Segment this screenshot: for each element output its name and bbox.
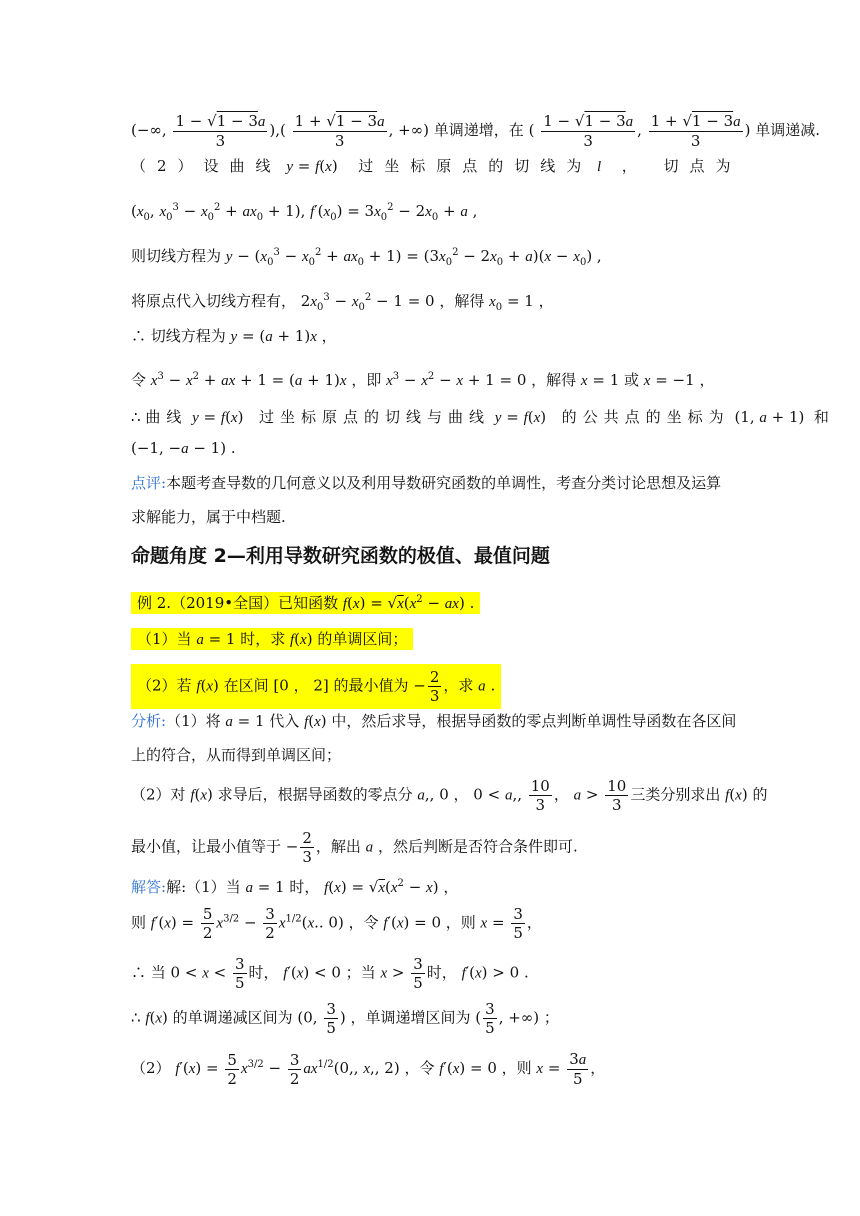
solution-line-3: ($x_0$, $x_0^3 - x_0^2 + ax_0 + 1$), $f'(x_0) = 3x_0^2 - 2x_0 + a$ , <box>131 202 478 223</box>
comment-line-2 <box>131 506 286 528</box>
solution-line-7: 令 $x^3 - x^2$ + ax + 1 = (a + 1)x ，即 $x^3 - x^2 - x + 1 = 0$ ，解得 x = 1 或 x = −1 ， <box>131 371 715 389</box>
section-heading: 命题角度 2—利用导数研究函数的极值、最值问题 <box>131 545 550 567</box>
solution-line-6: ∴ 切线方程为 y = (a + 1)x ， <box>131 327 337 345</box>
analysis-line-1: 分析:（1）将 a = 1 代入 f(x) 中，然后求导，根据导函数的零点判断单调性导函数在各区间 <box>131 712 737 730</box>
solution-line-2: （2）设曲线 y = f(x) 过坐标原点的切线为 l ， 切点为 <box>131 157 742 175</box>
analysis-line-2 <box>131 744 341 766</box>
example-part-2: （2）若 f(x) 在区间 [0 ， 2] 的最小值为 − $\frac{2}{3}$ ，求 a . <box>131 664 501 709</box>
example-part-1: （1）当 a = 1 时，求 f(x) 的单调区间； <box>131 628 413 651</box>
solution-line-5: 将原点代入切线方程有， $2x_0^3 - x_0^2 - 1 = 0$ ，解得 $x_0 = 1$ ， <box>131 292 554 313</box>
solution-line-9: (−1, −a − 1) . <box>131 439 236 457</box>
solution-part-line-1: 解答:解:（1）当 a = 1 时， $f(x) = √x(x^2 - x)$ ， <box>131 878 459 896</box>
solution-label: 解答: <box>131 878 167 896</box>
analysis-text-2: 上的符合，从而得到单调区间； <box>131 746 342 764</box>
solution-line-8: ∴ 曲线 y = f(x) 过坐标原点的切线与曲线 y = f(x) 的公共点的坐标为 (1, a + 1) 和 <box>131 408 829 426</box>
comment-label: 点评: <box>131 474 167 492</box>
solution-part-line-5: （2） f′(x) = $\frac{5}{2}$ $x^{3/2}$ − $\frac{3}{2}$ $ax^{1/2}(0$,, x,, 2) ，令 f′(x) = 0 ，则 x = $\frac{3a}{5}$ ， <box>131 1050 606 1088</box>
analysis-label: 分析: <box>131 712 167 730</box>
solution-line-4: 则切线方程为 $y - (x_0^3 - x_0^2 + ax_0 + 1) = (3x_0^2 - 2x_0 + a)(x - x_0)$ , <box>131 247 602 268</box>
solution-part-line-3: ∴ 当 0 < x < $\frac{3}{5}$ 时， f′(x) < 0 ；当 x > $\frac{3}{5}$ 时， f′(x) > 0 . <box>131 955 529 992</box>
example-title: 例 2.（2019•全国）已知函数 $f(x) = √x(x^2 - ax)$ . <box>131 589 480 615</box>
solution-line-1: (−∞, $\frac{1 - √1 - 3a}{3}$ ),( $\frac{1 + √1 - 3a}{3}$ , +∞) 单调递增，在 ( $\frac{1 - √1 - 3a}{3}$ , $\frac{1 + √1 - 3a}{3}$ ) 单调递减. <box>131 112 821 150</box>
comment-text-2: 求解能力，属于中档题. <box>131 508 286 526</box>
solution-part-line-2: 则 f′(x) = $\frac{5}{2}$ $x^{3/2}$ − $\frac{3}{2}$ $x^{1/2}(x$.. 0) ，令 f′(x) = 0 ，则 x = $\frac{3}{5}$ ， <box>131 905 542 942</box>
analysis-line-4: 最小值，让最小值等于 − $\frac{2}{3}$ ，解出 a ，然后判断是否符合条件即可. <box>131 829 578 866</box>
analysis-line-3: （2）对 f(x) 求导后，根据导函数的零点分 a,, 0 ， 0 < a,, $\frac{10}{3}$ ， a > $\frac{10}{3}$ 三类分别求出 f(x) 的 <box>131 777 768 814</box>
solution-part-line-4: ∴ f(x) 的单调递减区间为 (0, $\frac{3}{5}$ ) ，单调递增区间为 ( $\frac{3}{5}$ , +∞) ； <box>131 1000 559 1037</box>
comment-text-1: 本题考查导数的几何意义以及利用导数研究函数的单调性，考查分类讨论思想及运算 <box>166 474 722 492</box>
comment-line-1 <box>131 472 721 494</box>
